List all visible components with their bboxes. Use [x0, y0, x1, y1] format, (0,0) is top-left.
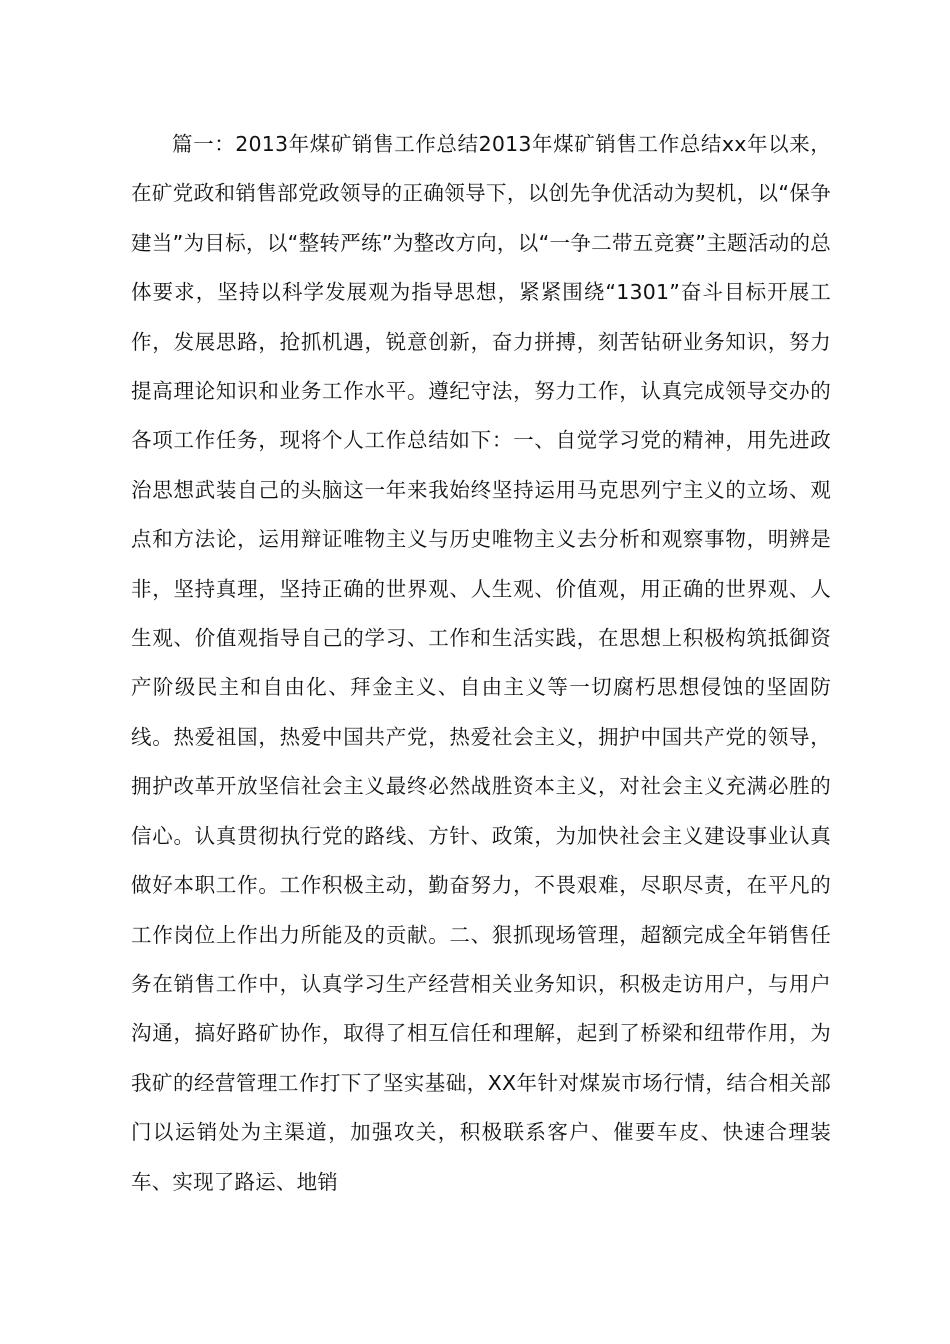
body-paragraph: 篇一：2013年煤矿销售工作总结2013年煤矿销售工作总结xx年以来，在矿党政和销售部党政领导的正确领导下，以创先争优活动为契机，以“保争建当”为目标，以“整转严练”为整改方向，以“一争二带五竞赛”主题活动的总体要求，坚持以科学发展观为指导思想，紧紧围绕“1301”奋斗目标开展工作，发展思路，抢抓机遇，锐意创新，奋力拼搏，刻苦钻研业务知识，努力提高理论知识和业务工作水平。遵纪守法，努力工作，认真完成领导交办的各项工作任务，现将个人工作总结如下：一、自觉学习党的精神，用先进政治思想武装自己的头脑这一年来我始终坚持运用马克思列宁主义的立场、观点和方法论，运用辩证唯物主义与历史唯物主义去分析和观察事物，明辨是非，坚持真理，坚持正确的世界观、人生观、价值观，用正确的世界观、人生观、价值观指导自己的学习、工作和生活实践，在思想上积极构筑抵御资产阶级民主和自由化、拜金主义、自由主义等一切腐朽思想侵蚀的坚固防线。热爱祖国，热爱中国共产党，热爱社会主义，拥护中国共产党的领导，拥护改革开放坚信社会主义最终必然战胜资本主义，对社会主义充满必胜的信心。认真贯彻执行党的路线、方针、政策，为加快社会主义建设事业认真做好本职工作。工作积极主动，勤奋努力，不畏艰难，尽职尽责，在平凡的工作岗位上作出力所能及的贡献。二、狠抓现场管理，超额完成全年销售任务在销售工作中，认真学习生产经营相关业务知识，积极走访用户，与用户沟通，搞好路矿协作，取得了相互信任和理解，起到了桥梁和纽带作用，为我矿的经营管理工作打下了坚实基础，XX年针对煤炭市场行情，结合相关部门以运销处为主渠道，加强攻关，积极联系客户、催要车皮、快速合理装车、实现了路运、地销	[131, 132, 831, 1194]
